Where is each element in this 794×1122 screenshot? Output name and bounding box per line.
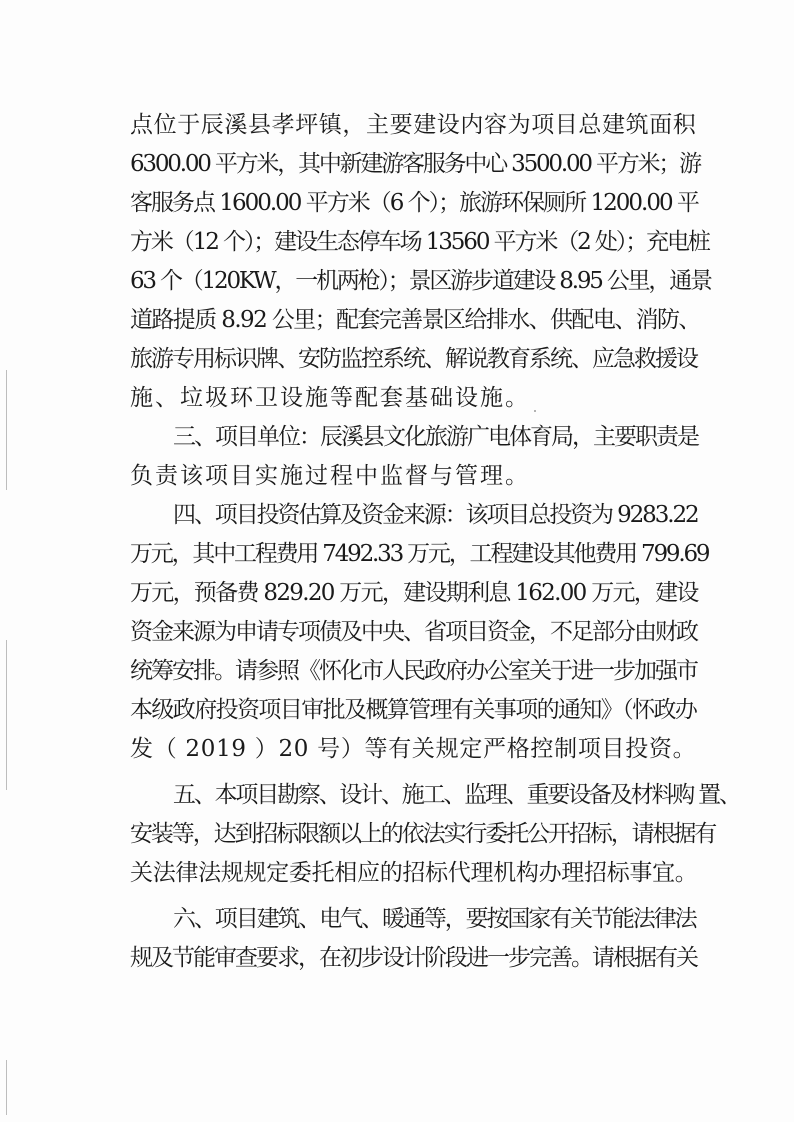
body-line: 点位于辰溪县孝坪镇，主要建设内容为项目总建筑面积 — [130, 112, 697, 138]
body-line: 负责该项目实施过程中监督与管理。 — [130, 463, 530, 489]
body-line: 六、项目建筑、电气、暖通等，要按国家有关节能法律法 — [173, 906, 696, 932]
body-line: 关法律法规规定委托相应的招标代理机构办理招标事宜。 — [130, 860, 698, 886]
body-line: 五、本项目勘察、设计、施工、监理、重要设备及材料购 置、 — [173, 782, 740, 808]
body-line: 资金来源为申请专项债及中央、省项目资金，不足部分由财政 — [130, 619, 697, 645]
body-line: 方米（12 个）；建设生态停车场 13560 平方米（2 处）；充电桩 — [130, 229, 709, 255]
scan-edge-mark — [6, 370, 7, 490]
body-line: 规及节能审查要求，在初步设计阶段进一步完善。请根据有关 — [130, 945, 697, 971]
body-line: 6300.00 平方米，其中新建游客服务中心 3500.00 平方米；游 — [130, 151, 700, 177]
body-line: 万元，预备费 829.20 万元，建设期利息 162.00 万元，建设 — [130, 580, 698, 606]
body-line: 本级政府投资项目审批及概算管理有关事项的通知》（怀政办 — [130, 697, 697, 723]
scan-edge-mark — [6, 640, 7, 790]
body-line: 道路提质 8.92 公里；配套完善景区给排水、供配电、消防、 — [130, 307, 700, 333]
body-line: 发（ 2019 ）20 号）等有关规定严格控制项目投资。 — [130, 736, 697, 762]
scan-edge-mark — [6, 1060, 7, 1115]
body-line: 安装等，达到招标限额以上的依法实行委托公开招标，请根据有 — [130, 821, 716, 847]
body-line: 63 个（120KW，一机两枪）；景区游步道建设 8.95 公里，通景 — [130, 268, 711, 294]
body-line: 三、项目单位：辰溪县文化旅游广电体育局，主要职责是 — [173, 424, 698, 450]
body-line: 四、项目投资估算及资金来源：该项目总投资为 9283.22 — [173, 502, 698, 528]
body-line: 旅游专用标识牌、安防监控系统、解说教育系统、应急救援设 — [130, 346, 697, 372]
body-line: 客服务点 1600.00 平方米（6 个）；旅游环保厕所 1200.00 平 — [130, 190, 698, 216]
scan-speck — [534, 410, 536, 412]
body-line: 统筹安排。请参照《怀化市人民政府办公室关于进一步加强市 — [130, 658, 697, 684]
body-line: 施、垃圾环卫设施等配套基础设施。 — [130, 385, 530, 411]
body-line: 万元，其中工程费用 7492.33 万元，工程建设其他费用 799.69 — [130, 541, 709, 567]
